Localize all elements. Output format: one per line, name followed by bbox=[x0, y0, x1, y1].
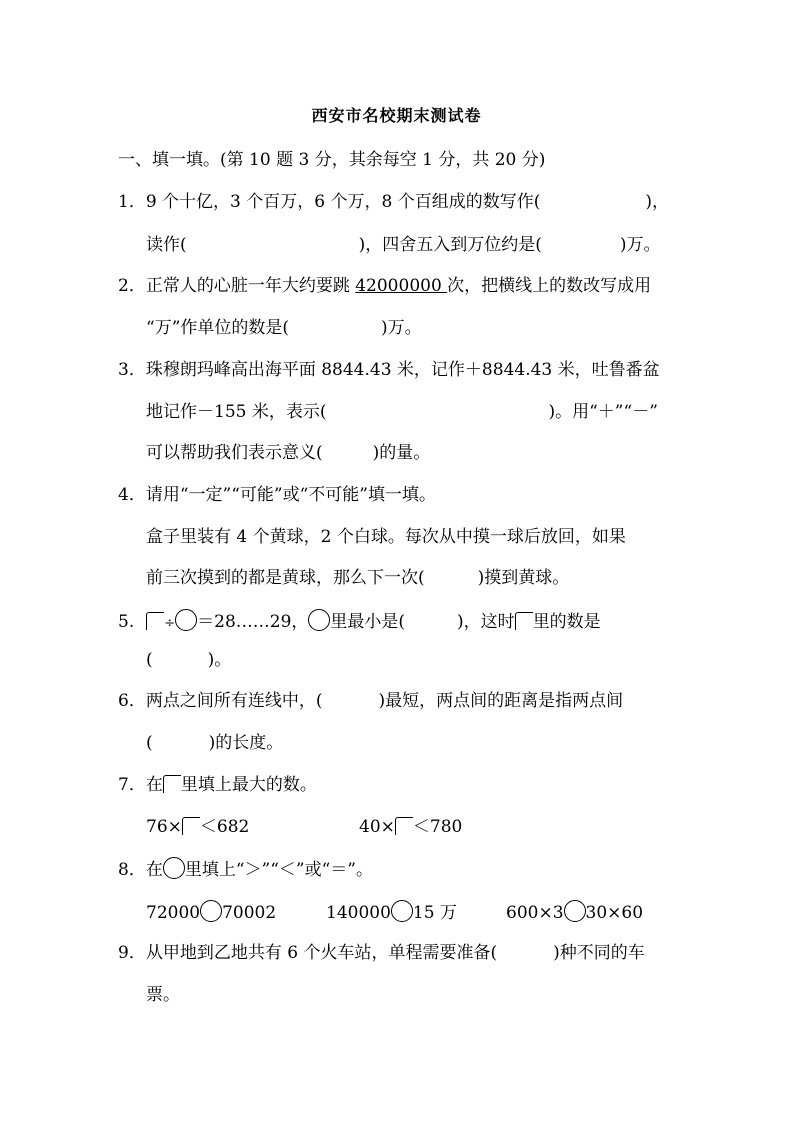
section-heading: 一、填一填。(第 10 题 3 分，其余每空 1 分，共 20 分) bbox=[118, 150, 546, 170]
question-number: 7． bbox=[118, 775, 146, 795]
question-number: 3． bbox=[118, 360, 146, 380]
question-8-expression-1: 72000 70002 bbox=[146, 900, 276, 925]
question-9-line-2: 票。 bbox=[146, 985, 180, 1005]
page-title: 西安市名校期末测试卷 bbox=[311, 106, 482, 125]
question-4-line-3: 前三次摸到的都是黄球，那么下一次( )摸到黄球。 bbox=[146, 568, 570, 588]
question-number: 9． bbox=[118, 943, 146, 963]
question-3-line-2: 地记作－155 米，表示( )。用“＋”“－” bbox=[146, 402, 658, 422]
question-text: 读作( bbox=[146, 235, 187, 255]
question-number: 2． bbox=[118, 276, 146, 296]
blank-circle[interactable] bbox=[564, 900, 586, 922]
question-3-line-3: 可以帮助我们表示意义( )的量。 bbox=[146, 443, 431, 463]
question-number: 8． bbox=[118, 860, 146, 880]
blank-box[interactable] bbox=[163, 775, 181, 793]
blank-circle[interactable] bbox=[200, 900, 222, 922]
question-8-expression-2: 140000 15 万 bbox=[326, 900, 457, 925]
blank-circle[interactable] bbox=[391, 900, 413, 922]
question-9-line-1: 9．从甲地到乙地共有 6 个火车站，单程需要准备( )种不同的车 bbox=[118, 943, 645, 963]
blank-circle[interactable] bbox=[175, 609, 197, 631]
question-4-line-2: 盒子里装有 4 个黄球，2 个白球。每次从中摸一球后放回，如果 bbox=[146, 527, 626, 547]
question-3-line-1: 3．珠穆朗玛峰高出海平面 8844.43 米，记作＋8844.43 米，吐鲁番盆 bbox=[118, 360, 660, 380]
question-8-line-1: 8．在 里填上“＞”“＜”或“＝”。 bbox=[118, 857, 373, 882]
question-2-line-2: “万”作单位的数是( )万。 bbox=[146, 318, 422, 338]
question-number: 4． bbox=[118, 485, 146, 505]
question-1-line-1: 1．9 个十亿，3 个百万，6 个万，8 个百组成的数写作( )， bbox=[118, 192, 669, 212]
blank-circle[interactable] bbox=[163, 857, 185, 879]
question-7-expression-1: 76× ＜682 bbox=[146, 817, 250, 837]
question-7-line-1: 7．在 里填上最大的数。 bbox=[118, 775, 317, 795]
blank-box[interactable] bbox=[182, 817, 200, 835]
question-text: 9 个十亿，3 个百万，6 个万，8 个百组成的数写作( bbox=[145, 192, 541, 212]
question-6-line-2: ( )的长度。 bbox=[146, 733, 284, 753]
question-7-expression-2: 40× ＜780 bbox=[359, 817, 463, 837]
question-number: 1． bbox=[118, 192, 146, 212]
blank-box[interactable] bbox=[515, 612, 533, 630]
question-number: 6． bbox=[118, 691, 146, 711]
question-6-line-1: 6．两点之间所有连线中，( )最短，两点间的距离是指两点间 bbox=[118, 691, 624, 711]
blank-box[interactable] bbox=[146, 612, 164, 630]
question-number: 5. bbox=[118, 612, 135, 632]
question-4-line-1: 4．请用“一定”“可能”或“不可能”填一填。 bbox=[118, 485, 436, 505]
blank-circle[interactable] bbox=[308, 609, 330, 631]
question-1-line-2: 读作( )，四舍五入到万位约是( )万。 bbox=[146, 235, 661, 255]
blank-box[interactable] bbox=[395, 817, 413, 835]
question-8-expression-3: 600×3 30×60 bbox=[506, 900, 643, 925]
underlined-number: 42000000 bbox=[355, 276, 448, 296]
question-2-line-1: 2．正常人的心脏一年大约要跳 42000000 次，把横线上的数改写成用 bbox=[118, 276, 652, 296]
question-5-line-2: ( )。 bbox=[146, 650, 232, 670]
question-5-line-1: 5. ÷ ＝28……29， 里最小是( )，这时 里的数是 bbox=[118, 609, 601, 636]
